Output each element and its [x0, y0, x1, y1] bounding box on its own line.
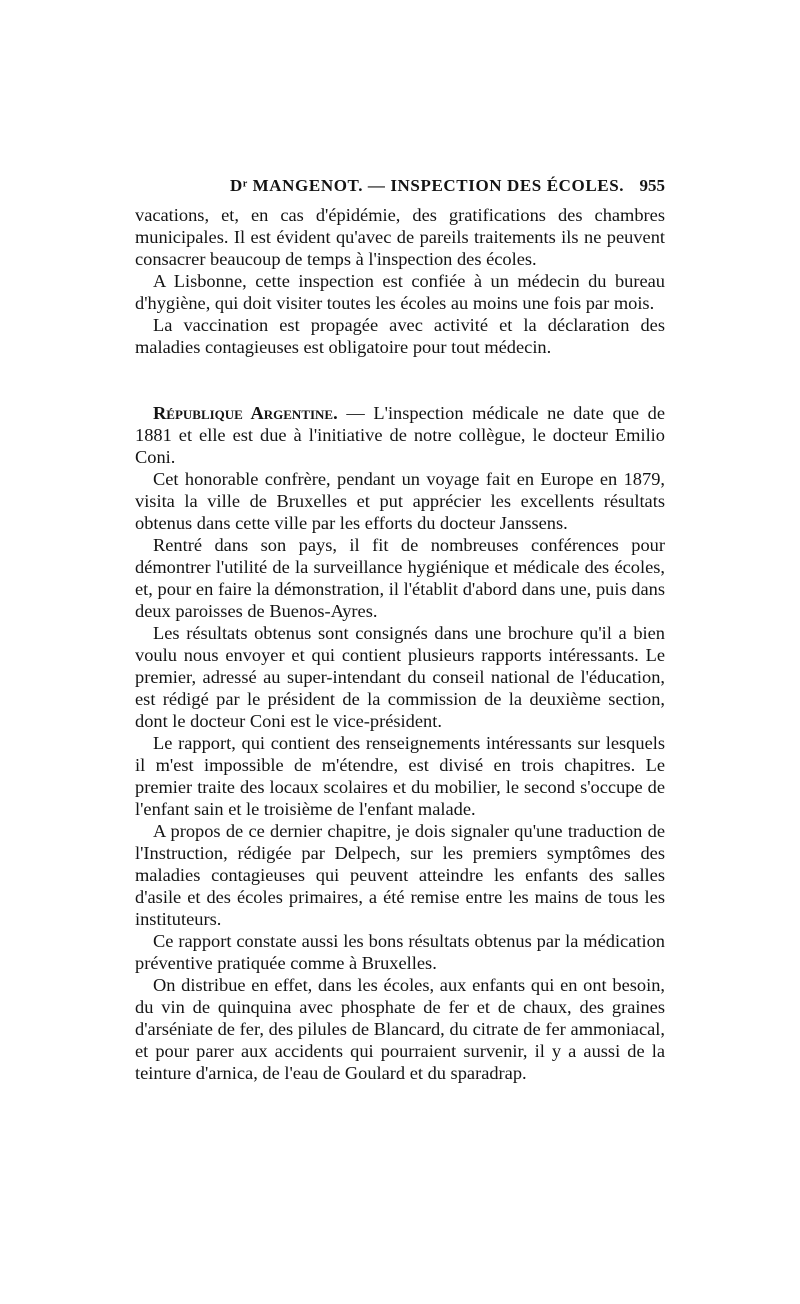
section-heading: République Argentine.: [153, 403, 338, 423]
paragraph-distribution: On distribue en effet, dans les écoles, aux enfants qui en ont besoin, du vin de quinquina avec phosphate de fer et de chaux, des graines d'arséniate de fer, des pilules de Blancard, du citrate de fer ammoniacal, et pour parer aux accidents qui pourraient survenir, il y a aussi de la teinture d'arnica, de l'eau de Goulard et du sparadrap.: [135, 975, 665, 1083]
paragraph-vacations: vacations, et, en cas d'épidémie, des gratifications des chambres municipales. Il est évident qu'avec de pareils traitements ils ne peuvent consacrer beaucoup de temps à l'inspection des écoles.: [135, 205, 665, 269]
paragraph-confrere: Cet honorable confrère, pendant un voyage fait en Europe en 1879, visita la ville de Bruxelles et put apprécier les excellents résultats obtenus dans cette ville par les efforts du docteur Janssens.: [135, 469, 665, 533]
page-number: 955: [639, 176, 665, 195]
paragraph-resultats: Les résultats obtenus sont consignés dans une brochure qu'il a bien voulu nous envoyer et qui contient plusieurs rapports intéressants. Le premier, adressé au super-intendant du conseil national de l'éducation, est rédigé par le président de la commission de la deuxième section, dont le docteur Coni est le vice-président.: [135, 623, 665, 731]
body-text: [135, 204, 665, 1084]
paragraph-republique-argentine: [135, 402, 665, 468]
paragraph-rapport: Le rapport, qui contient des renseignements intéressants sur lesquels il m'est impossible de m'étendre, est divisé en trois chapitres. Le premier traite des locaux scolaires et du mobilier, le second s'occupe de l'enfant sain et le troisième de l'enfant malade.: [135, 733, 665, 819]
running-title: Dʳ MANGENOT. — INSPECTION DES ÉCOLES.: [230, 176, 625, 195]
running-head: [135, 176, 665, 200]
paragraph-dernier-chapitre: A propos de ce dernier chapitre, je dois signaler qu'une traduction de l'Instruction, rédigée par Delpech, sur les premiers symptômes des maladies contagieuses qui peuvent atteindre les enfants des salles d'asile et des écoles primaires, a été remise entre les mains de tous les instituteurs.: [135, 821, 665, 929]
paragraph-medication: Ce rapport constate aussi les bons résultats obtenus par la médication préventive pratiquée comme à Bruxelles.: [135, 931, 665, 973]
paragraph-vaccination: La vaccination est propagée avec activité et la déclaration des maladies contagieuses est obligatoire pour tout médecin.: [135, 315, 665, 357]
paragraph-lisbonne: A Lisbonne, cette inspection est confiée à un médecin du bureau d'hygiène, qui doit visiter toutes les écoles au moins une fois par mois.: [135, 271, 665, 313]
paragraph-rentre: Rentré dans son pays, il fit de nombreuses conférences pour démontrer l'utilité de la surveillance hygiénique et médicale des écoles, et, pour en faire la démonstration, il l'établit d'abord dans une, puis dans deux paroisses de Buenos-Ayres.: [135, 535, 665, 621]
section-break: [135, 358, 665, 402]
section-intro-text: — L'inspection médicale ne date que de 1881 et elle est due à l'initiative de notre collègue, le docteur Emilio Coni.: [135, 403, 666, 467]
